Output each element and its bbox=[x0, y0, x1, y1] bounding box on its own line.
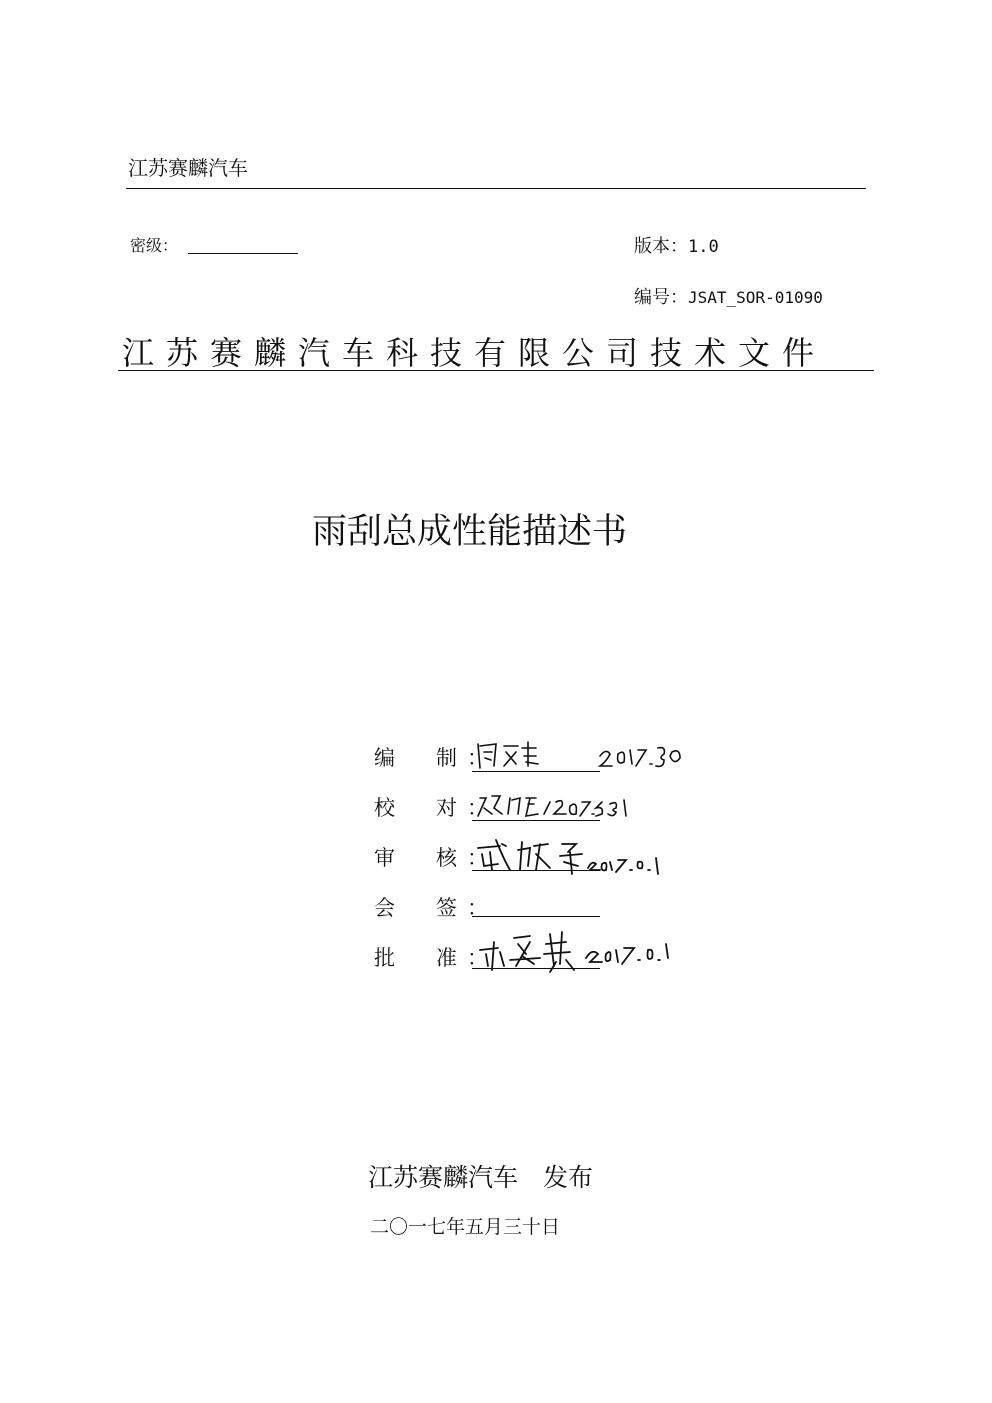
header-rule bbox=[126, 188, 866, 189]
company-technical-banner: 江苏赛麟汽车科技有限公司技术文件 bbox=[122, 334, 827, 372]
handwritten-signature-icon bbox=[470, 830, 690, 880]
publish-date: 二〇一七年五月三十日 bbox=[370, 1216, 561, 1238]
security-level-label: 密级： bbox=[130, 236, 179, 255]
header-company-name: 江苏赛麟汽车 bbox=[128, 156, 248, 180]
handwritten-signature-icon bbox=[470, 920, 720, 980]
version-value: 1.0 bbox=[688, 237, 719, 257]
document-number-value: JSAT_SOR-01090 bbox=[688, 288, 823, 307]
version-label: 版本： bbox=[634, 236, 688, 257]
version-field bbox=[634, 232, 719, 258]
document-number-field bbox=[634, 283, 823, 309]
document-number-label: 编号： bbox=[634, 287, 688, 308]
banner-rule bbox=[118, 370, 874, 371]
security-level-blank bbox=[188, 253, 298, 254]
signature-label: 校 对： bbox=[374, 796, 498, 820]
signature-line bbox=[472, 916, 600, 917]
handwritten-signature-icon bbox=[470, 780, 670, 826]
signature-label: 审 核： bbox=[374, 846, 498, 870]
signature-label: 批 准： bbox=[374, 946, 498, 970]
handwritten-signature-icon bbox=[470, 730, 710, 776]
signature-label: 会 签： bbox=[374, 896, 498, 920]
document-title: 雨刮总成性能描述书 bbox=[312, 512, 628, 552]
publisher-line: 江苏赛麟汽车 发布 bbox=[368, 1163, 594, 1192]
signature-label: 编 制： bbox=[374, 746, 498, 770]
